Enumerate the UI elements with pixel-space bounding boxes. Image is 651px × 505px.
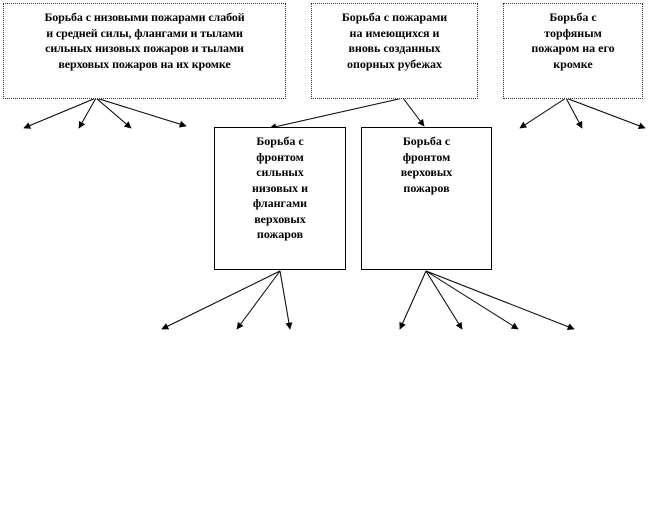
arrow-box1-d xyxy=(96,98,186,126)
arrow-box3-c xyxy=(566,98,645,128)
arrow-box5-c xyxy=(426,271,518,329)
box-strong-low-front xyxy=(214,127,346,270)
box-crown-front xyxy=(361,127,492,270)
arrow-box5-d xyxy=(426,271,574,329)
box-support-lines-label: Борьба с пожарами на имеющихся и вновь созданных опорных рубежах xyxy=(341,10,448,71)
arrow-box3-b xyxy=(566,98,582,128)
box-low-fires-label: Борьба с низовыми пожарами слабой и средней силы, флангами и тылами сильных низовых пожаров и тылами верховых пожаров на их кромке xyxy=(44,10,245,71)
box-strong-low-front-label: Борьба с фронтом сильных низовых и флангами верховых пожаров xyxy=(251,134,309,241)
box-crown-front-label: Борьба с фронтом верховых пожаров xyxy=(400,134,453,195)
arrow-box4-b xyxy=(237,271,280,329)
arrow-box4-c xyxy=(280,271,290,329)
arrow-box3-a xyxy=(520,98,566,128)
arrow-box1-a xyxy=(24,98,96,128)
arrow-box5-a xyxy=(400,271,426,329)
box-support-lines xyxy=(311,3,478,99)
arrow-box2-b xyxy=(403,98,424,126)
arrow-box1-c xyxy=(96,98,131,128)
arrow-box4-a xyxy=(162,271,280,329)
box-low-fires xyxy=(3,3,286,99)
arrow-box5-b xyxy=(426,271,462,329)
box-peat-fire-label: Борьба с торфяным пожаром на его кромке xyxy=(531,10,615,71)
arrow-box1-b xyxy=(79,98,96,128)
arrow-box2-a xyxy=(270,98,403,128)
box-peat-fire xyxy=(503,3,643,99)
